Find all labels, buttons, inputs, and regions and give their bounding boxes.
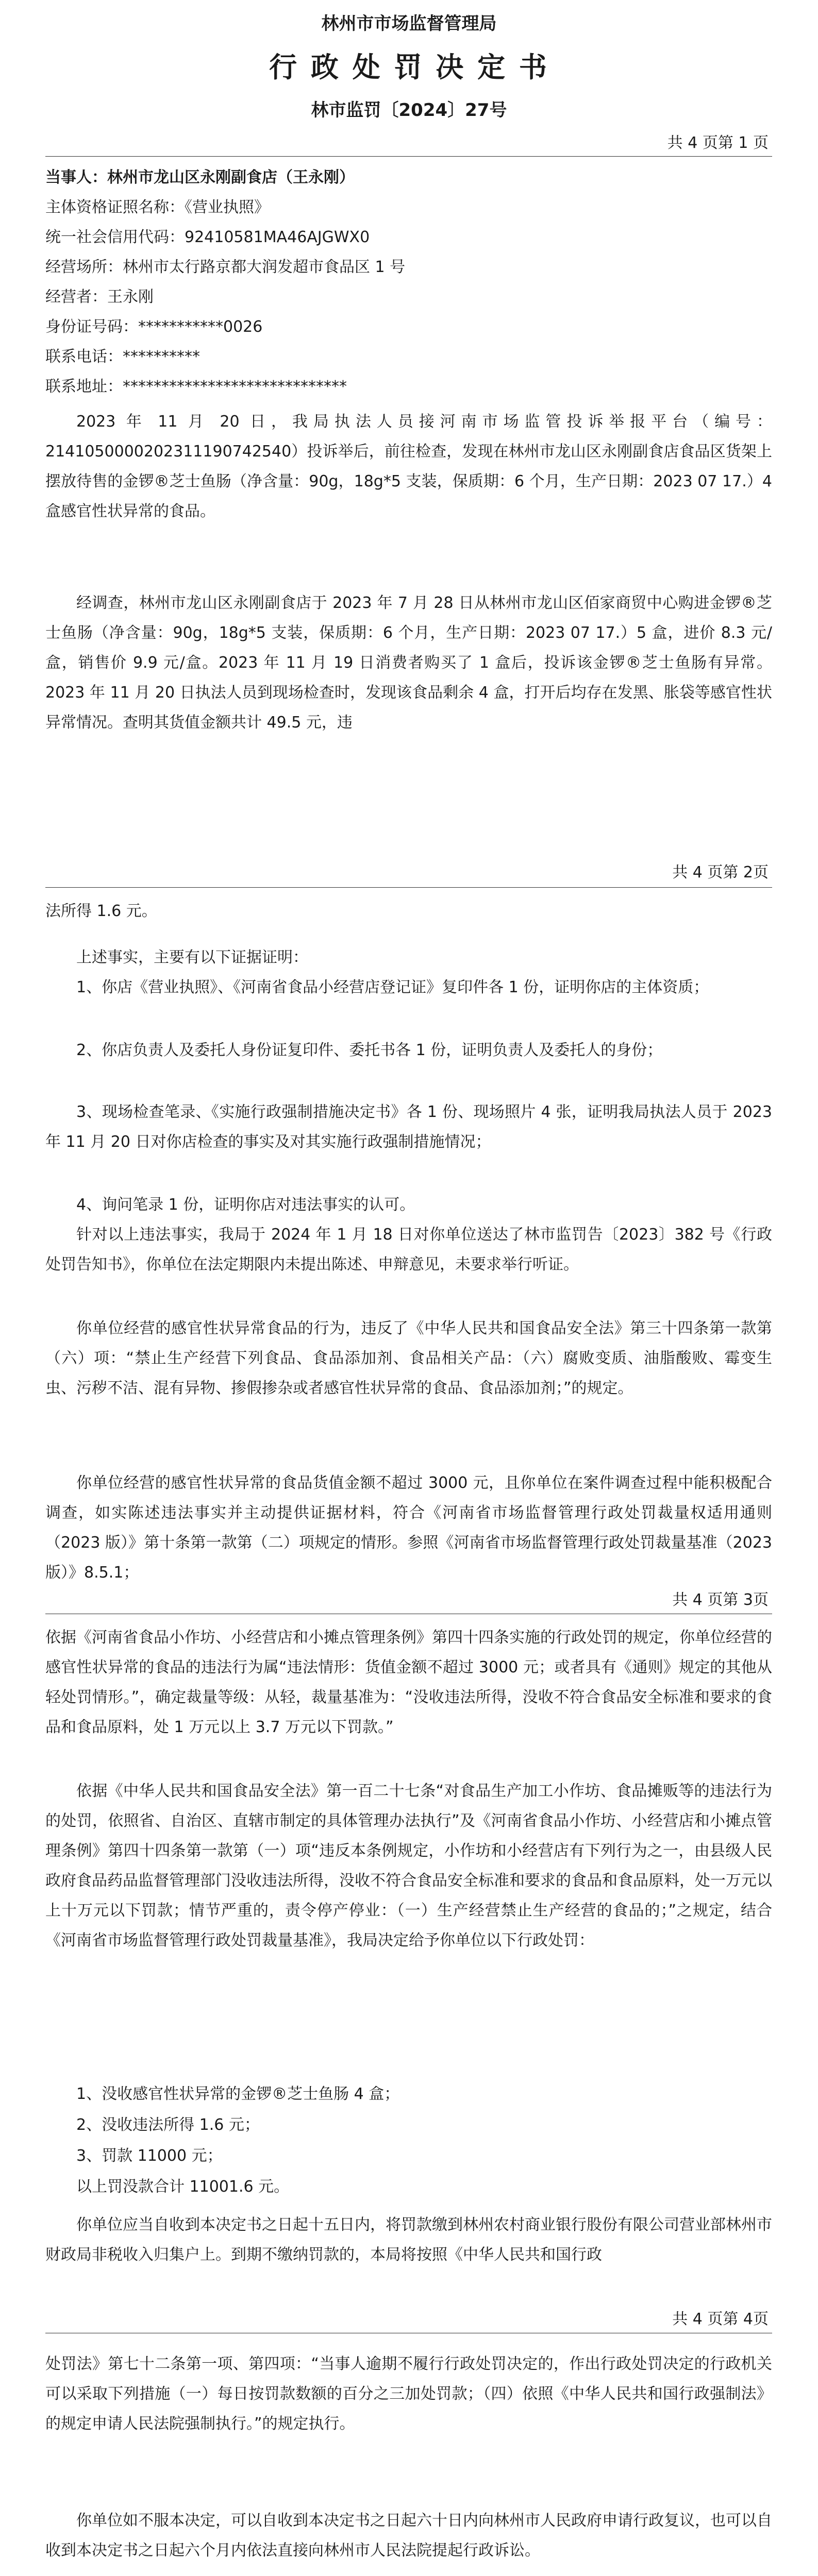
penalty-item-2: 2、没收违法所得 1.6 元； <box>76 2116 260 2134</box>
evidence-item-2: 2、你店负责人及委托人身份证复印件、委托书各 1 份，证明负责人及委托人的身份； <box>76 1041 663 1059</box>
paragraph-enforcement: 处罚法》第七十二条第一项、第四项：“当事人逾期不履行行政处罚决定的，作出行政处罚决定的行政机关可以采取下列措施（一）每日按罚款数额的百分之三加处罚款；（四）依照《中华人民共和国行政强制法》的规定申请人民法院强制执行。”的规定执行。 <box>45 2355 772 2433</box>
paragraph-inspection: 2023 年 11 月 20 日，我局执法人员接河南市场监管投诉举报平台（编号：2141050000202311190742540）投诉举后，前往检查，发现在林州市龙山区永刚副食店食品区货架上摆放待售的金锣®芝士鱼肠（净含量：90g，18g*5 支装，保质期：6 个月，生产日期：2023 07 17.）4 盒感官性状异常的食品。 <box>45 413 772 520</box>
divider <box>45 887 772 888</box>
paragraph-appeal: 你单位如不服本决定，可以自收到本决定书之日起六十日内向林州市人民政府申请行政复议，也可以自收到本决定书之日起六个月内依法直接向林州市人民法院提起行政诉讼。 <box>45 2512 772 2560</box>
credit-code: 统一社会信用代码：92410581MA46AJGWX0 <box>45 228 370 246</box>
page-number-4: 共 4 页第 4页 <box>672 2310 769 2328</box>
contact-address: 联系地址：***************************** <box>45 378 347 396</box>
paragraph-evidence-intro: 上述事实，主要有以下证据证明： <box>76 948 308 967</box>
page-number-2: 共 4 页第 2页 <box>672 863 769 882</box>
evidence-item-1: 1、你店《营业执照》、《河南省食品小经营店登记证》复印件各 1 份，证明你店的主体资质； <box>76 978 709 996</box>
paragraph-illegal-income: 法所得 1.6 元。 <box>45 902 157 920</box>
page-number-1: 共 4 页第 1 页 <box>667 134 769 152</box>
paragraph-violation: 你单位经营的感官性状异常食品的行为，违反了《中华人民共和国食品安全法》第三十四条第一款第（六）项：“禁止生产经营下列食品、食品添加剂、食品相关产品：（六）腐败变质、油脂酸败、霉变生虫、污秽不洁、混有异物、掺假掺杂或者感官性状异常的食品、食品添加剂；”的规定。 <box>45 1319 772 1397</box>
divider <box>45 156 772 157</box>
paragraph-notice: 针对以上违法事实，我局于 2024 年 1 月 18 日对你单位送达了林市监罚告〔2023〕382 号《行政处罚告知书》，你单位在法定期限内未提出陈述、申辩意见，未要求举行听证。 <box>45 1226 772 1274</box>
party-name: 当事人：林州市龙山区永刚副食店（王永刚） <box>45 168 355 187</box>
id-number: 身份证号码：***********0026 <box>45 318 263 336</box>
agency-header: 林州市市场监督管理局 <box>321 13 497 34</box>
paragraph-legal-basis: 依据《中华人民共和国食品安全法》第一百二十七条“对食品生产加工小作坊、食品摊贩等的违法行为的处罚，依照省、自治区、直辖市制定的具体管理办法执行”及《河南省食品小作坊、小经营店和小摊点管理条例》第四十四条第一款第（一）项“违反本条例规定，小作坊和小经营店有下列行为之一，由县级人民政府食品药品监督管理部门没收违法所得，没收不符合食品安全标准和要求的食品和食品原料，处一万元以上十万元以下罚款；情节严重的，责令停产停业：（一）生产经营禁止生产经营的食品的；”之规定，结合《河南省市场监督管理行政处罚裁量基准》，我局决定给予你单位以下行政处罚： <box>45 1782 772 1950</box>
paragraph-regulation: 依据《河南省食品小作坊、小经营店和小摊点管理条例》第四十四条实施的行政处罚的规定，你单位经营的感官性状异常的食品的违法行为属“违法情形：货值金额不超过 3000 元；或者具有《通则》规定的其他从轻处罚情形。”，确定裁量等级：从轻，裁量基准为：“没收违法所得，没收不符合食品安全标准和要求的食品和食品原料，处 1 万元以上 3.7 万元以下罚款。” <box>45 1629 772 1736</box>
document-number: 林市监罚〔2024〕27号 <box>311 100 507 121</box>
evidence-item-3: 3、现场检查笔录、《实施行政强制措施决定书》各 1 份、现场照片 4 张，证明我局执法人员于 2023 年 11 月 20 日对你店检查的事实及对其实施行政强制措施情况； <box>45 1103 772 1151</box>
penalty-item-1: 1、没收感官性状异常的金锣®芝士鱼肠 4 盒； <box>76 2085 400 2103</box>
phone: 联系电话：********** <box>45 348 200 366</box>
page-number-3: 共 4 页第 3页 <box>672 1591 769 1609</box>
license-name: 主体资格证照名称：《营业执照》 <box>45 198 270 216</box>
document-title: 行 政 处 罚 决 定 书 <box>269 51 549 83</box>
paragraph-investigation: 经调查，林州市龙山区永刚副食店于 2023 年 7 月 28 日从林州市龙山区佰家商贸中心购进金锣®芝士鱼肠（净含量：90g，18g*5 支装，保质期：6 个月，生产日期：2023 07 17.）5 盒，进价 8.3 元/盒，销售价 9.9 元/盒。2023 年 11 月 19 日消费者购买了 1 盒后，投诉该金锣®芝士鱼肠有异常。2023 年 11 月 20 日执法人员到现场检查时，发现该食品剩余 4 盒，打开后均存在发黑、胀袋等感官性状异常情况。查明其货值金额共计 49.5 元，违 <box>45 594 772 732</box>
business-address: 经营场所：林州市太行路京都大润发超市食品区 1 号 <box>45 258 406 276</box>
paragraph-mitigation: 你单位经营的感官性状异常的食品货值金额不超过 3000 元，且你单位在案件调查过程中能积极配合调查，如实陈述违法事实并主动提供证据材料，符合《河南省市场监督管理行政处罚裁量权适用通则（2023 版）》第十条第一款第（二）项规定的情形。参照《河南省市场监督管理行政处罚裁量基准（2023 版）》8.5.1； <box>45 1474 772 1582</box>
operator: 经营者：王永刚 <box>45 288 154 306</box>
penalty-total: 以上罚没款合计 11001.6 元。 <box>76 2178 290 2196</box>
penalty-item-3: 3、罚款 11000 元； <box>76 2147 223 2165</box>
paragraph-payment: 你单位应当自收到本决定书之日起十五日内，将罚款缴到林州农村商业银行股份有限公司营业部林州市财政局非税收入归集户上。到期不缴纳罚款的，本局将按照《中华人民共和国行政 <box>45 2216 772 2264</box>
evidence-item-4: 4、询问笔录 1 份，证明你店对违法事实的认可。 <box>76 1196 415 1214</box>
